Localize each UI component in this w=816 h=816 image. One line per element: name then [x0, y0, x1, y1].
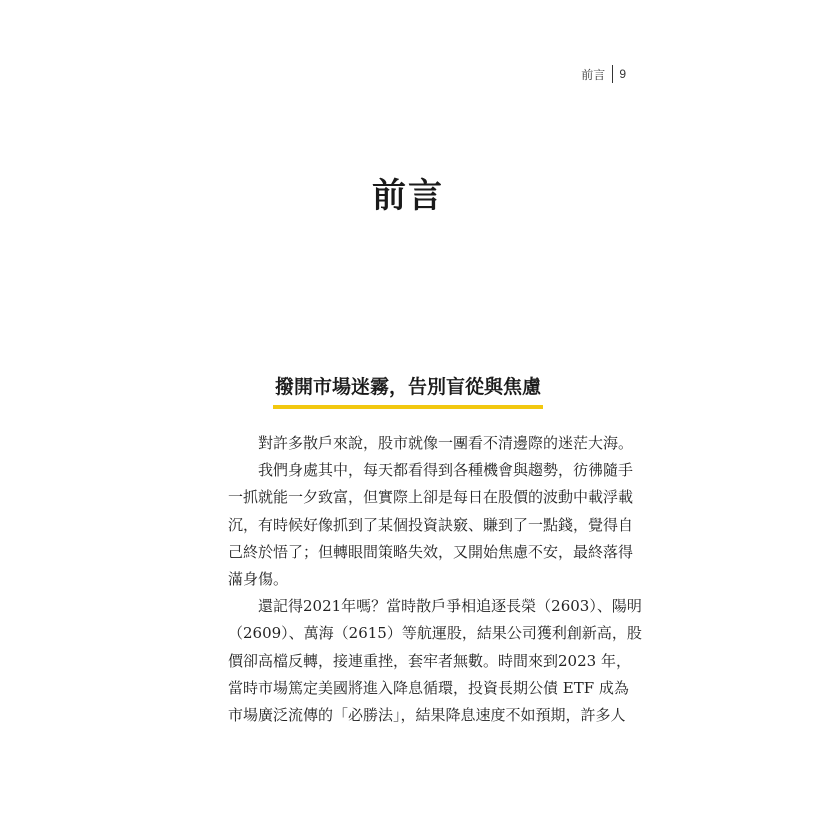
paragraph	[228, 593, 642, 729]
text-line: 對許多散戶來說，股市就像一團看不清邊際的迷茫大海。	[258, 434, 634, 452]
text-line: （2609）、萬海（2615）等航運股，結果公司獲利創新高，股	[228, 624, 642, 643]
body-text	[228, 430, 642, 729]
text-line: 己終於悟了；但轉眼間策略失效，又開始焦慮不安，最終落得	[228, 542, 634, 561]
text-line: 沉，有時候好像抓到了某個投資訣竅、賺到了一點錢，覺得自	[228, 515, 634, 534]
header-divider	[612, 65, 613, 83]
text-line: 還記得2021年嗎？當時散戶爭相追逐長榮（2603）、陽明	[258, 597, 642, 616]
text-line: 價卻高檔反轉，接連重挫，套牢者無數。時間來到2023 年，	[228, 651, 631, 670]
text-line: 當時市場篤定美國將進入降息循環，投資長期公債 ETF 成為	[228, 678, 629, 697]
section-heading: 撥開市場迷霧，告別盲從與焦慮	[273, 372, 543, 409]
chapter-title: 前言	[372, 176, 444, 216]
text-line: 市場廣泛流傳的「必勝法」，結果降息速度不如預期，許多人	[228, 706, 626, 725]
text-line: 滿身傷。	[228, 570, 289, 589]
text-line: 我們身處其中，每天都看得到各種機會與趨勢，彷彿隨手	[258, 461, 634, 480]
text-line: 一抓就能一夕致富，但實際上卻是每日在股價的波動中載浮載	[228, 488, 634, 507]
running-header-title: 前言	[581, 67, 606, 82]
paragraph	[228, 430, 634, 457]
section-heading-container	[0, 372, 816, 409]
running-header	[581, 64, 626, 84]
page-number: 9	[619, 67, 626, 81]
paragraph	[228, 457, 634, 593]
